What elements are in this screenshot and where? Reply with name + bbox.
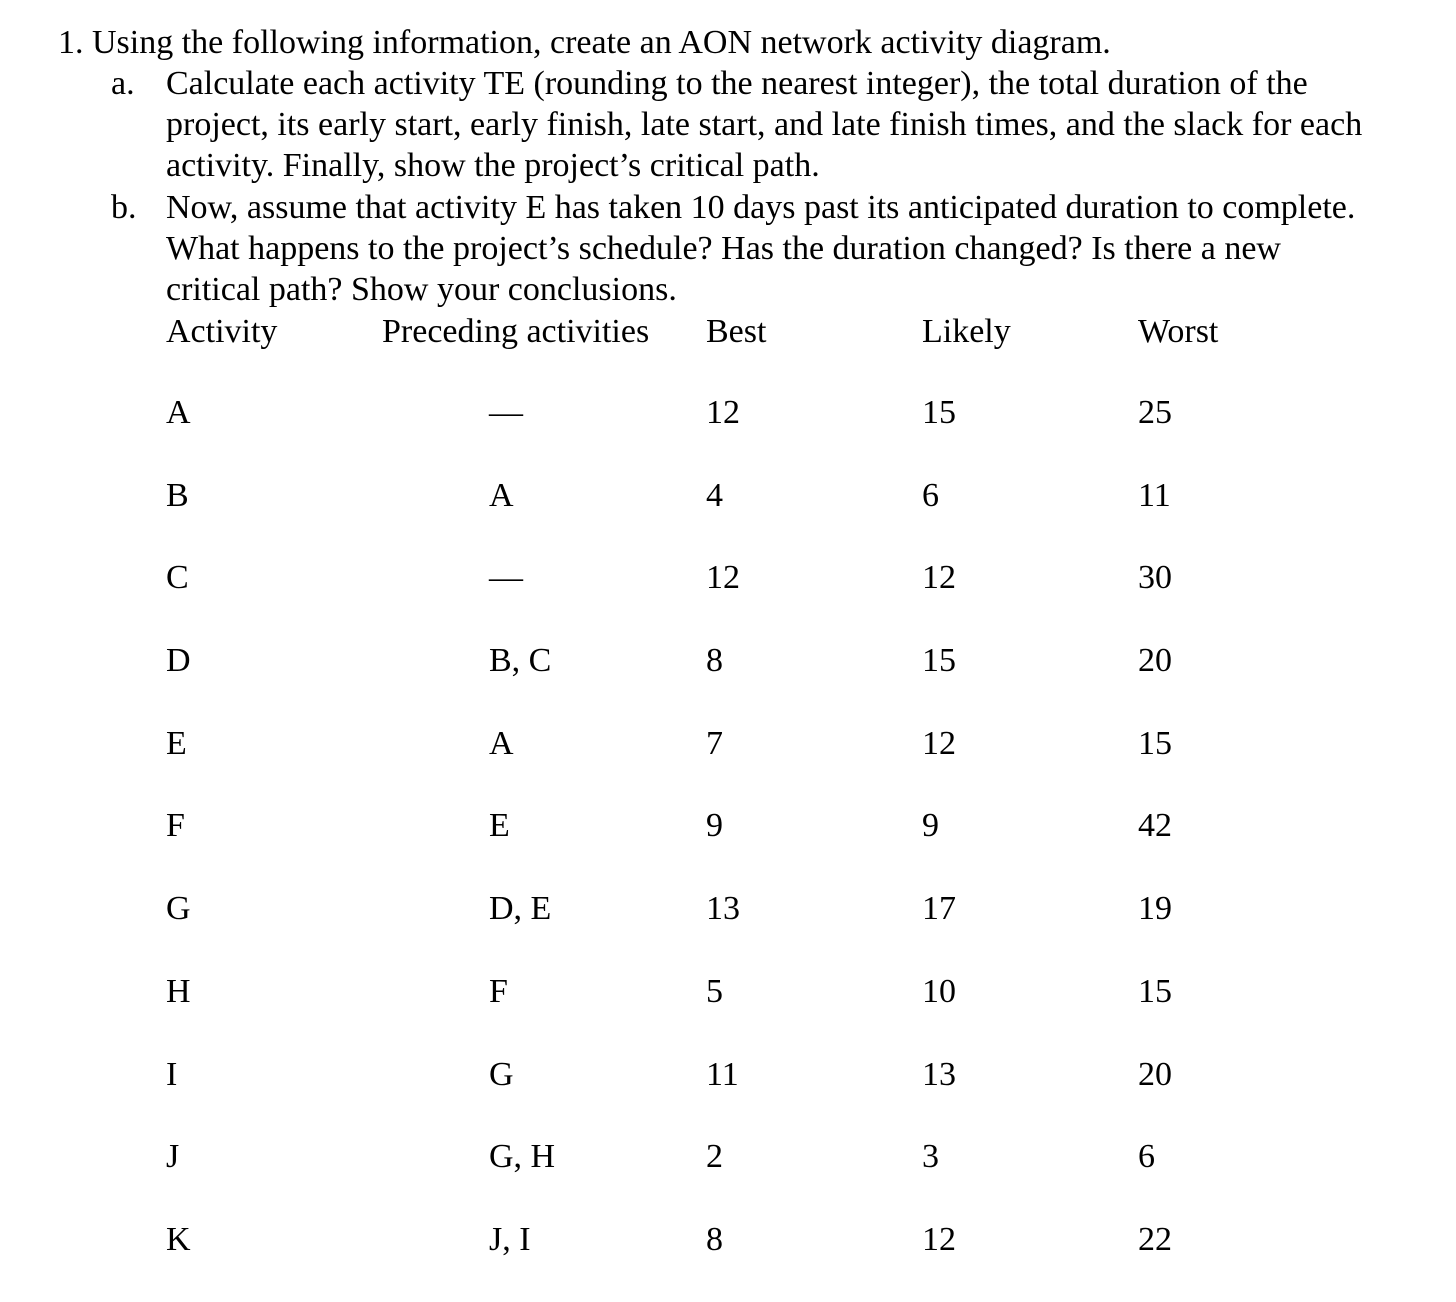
cell-activity: I xyxy=(166,1055,178,1093)
cell-preceding: J, I xyxy=(489,1220,531,1258)
cell-best: 8 xyxy=(706,1220,723,1258)
cell-best: 13 xyxy=(706,890,740,928)
cell-likely: 12 xyxy=(922,724,956,762)
cell-likely: 12 xyxy=(922,559,956,597)
table-row xyxy=(0,1054,1456,1137)
table-row xyxy=(0,888,1456,971)
cell-worst: 20 xyxy=(1138,1055,1172,1093)
cell-preceding: G xyxy=(489,1055,514,1093)
cell-worst: 19 xyxy=(1138,890,1172,928)
cell-preceding: A xyxy=(489,724,514,762)
cell-worst: 20 xyxy=(1138,642,1172,680)
table-row xyxy=(0,475,1456,558)
cell-likely: 3 xyxy=(922,1138,939,1176)
item-b-line-3: critical path? Show your conclusions. xyxy=(166,271,677,308)
table-row xyxy=(0,1219,1456,1302)
cell-best: 9 xyxy=(706,807,723,845)
cell-best: 2 xyxy=(706,1138,723,1176)
table-row xyxy=(0,557,1456,640)
cell-likely: 10 xyxy=(922,972,956,1010)
cell-likely: 15 xyxy=(922,642,956,680)
cell-likely: 17 xyxy=(922,890,956,928)
cell-activity: G xyxy=(166,890,191,928)
cell-best: 4 xyxy=(706,476,723,514)
cell-preceding: D, E xyxy=(489,890,552,928)
cell-activity: C xyxy=(166,559,189,597)
activity-table xyxy=(0,392,1456,1302)
cell-activity: H xyxy=(166,972,191,1010)
table-row xyxy=(0,971,1456,1054)
cell-worst: 30 xyxy=(1138,559,1172,597)
header-best: Best xyxy=(706,313,767,350)
table-row xyxy=(0,805,1456,888)
cell-best: 5 xyxy=(706,972,723,1010)
header-likely: Likely xyxy=(922,313,1011,350)
cell-activity: K xyxy=(166,1220,191,1258)
cell-preceding: A xyxy=(489,476,514,514)
question-heading: 1. Using the following information, create an AON network activity diagram. xyxy=(58,24,1111,61)
header-activity: Activity xyxy=(166,313,278,350)
cell-preceding: B, C xyxy=(489,642,552,680)
item-a-label: a. xyxy=(111,65,135,102)
cell-likely: 9 xyxy=(922,807,939,845)
item-b-label: b. xyxy=(111,189,137,226)
cell-best: 12 xyxy=(706,559,740,597)
cell-best: 8 xyxy=(706,642,723,680)
cell-best: 12 xyxy=(706,394,740,431)
cell-preceding: — xyxy=(489,394,523,431)
table-row xyxy=(0,392,1456,475)
cell-worst: 22 xyxy=(1138,1220,1172,1258)
cell-activity: E xyxy=(166,724,187,762)
item-a-line-3: activity. Finally, show the project’s critical path. xyxy=(166,147,820,184)
cell-worst: 15 xyxy=(1138,724,1172,762)
cell-likely: 13 xyxy=(922,1055,956,1093)
cell-best: 11 xyxy=(706,1055,739,1093)
header-preceding-activities: Preceding activities xyxy=(382,313,650,350)
item-b-line-1: Now, assume that activity E has taken 10 days past its anticipated duration to complete. xyxy=(166,189,1356,226)
cell-worst: 11 xyxy=(1138,476,1171,514)
cell-worst: 25 xyxy=(1138,394,1172,431)
cell-activity: F xyxy=(166,807,185,845)
cell-worst: 6 xyxy=(1138,1138,1155,1176)
cell-worst: 15 xyxy=(1138,972,1172,1010)
table-row xyxy=(0,723,1456,806)
cell-activity: D xyxy=(166,642,191,680)
cell-likely: 6 xyxy=(922,476,939,514)
cell-preceding: F xyxy=(489,972,508,1010)
table-row xyxy=(0,640,1456,723)
cell-worst: 42 xyxy=(1138,807,1172,845)
cell-activity: J xyxy=(166,1138,180,1176)
table-row xyxy=(0,1136,1456,1219)
cell-activity: B xyxy=(166,476,189,514)
cell-preceding: — xyxy=(489,559,523,597)
cell-likely: 12 xyxy=(922,1220,956,1258)
item-b-line-2: What happens to the project’s schedule? Has the duration changed? Is there a new xyxy=(166,230,1281,267)
cell-preceding: G, H xyxy=(489,1138,556,1176)
cell-best: 7 xyxy=(706,724,723,762)
cell-activity: A xyxy=(166,394,191,431)
header-worst: Worst xyxy=(1138,313,1219,350)
cell-likely: 15 xyxy=(922,394,956,431)
item-a-line-2: project, its early start, early finish, late start, and late finish times, and the slack for each xyxy=(166,106,1363,143)
item-a-line-1: Calculate each activity TE (rounding to the nearest integer), the total duration of the xyxy=(166,65,1308,102)
cell-preceding: E xyxy=(489,807,510,845)
